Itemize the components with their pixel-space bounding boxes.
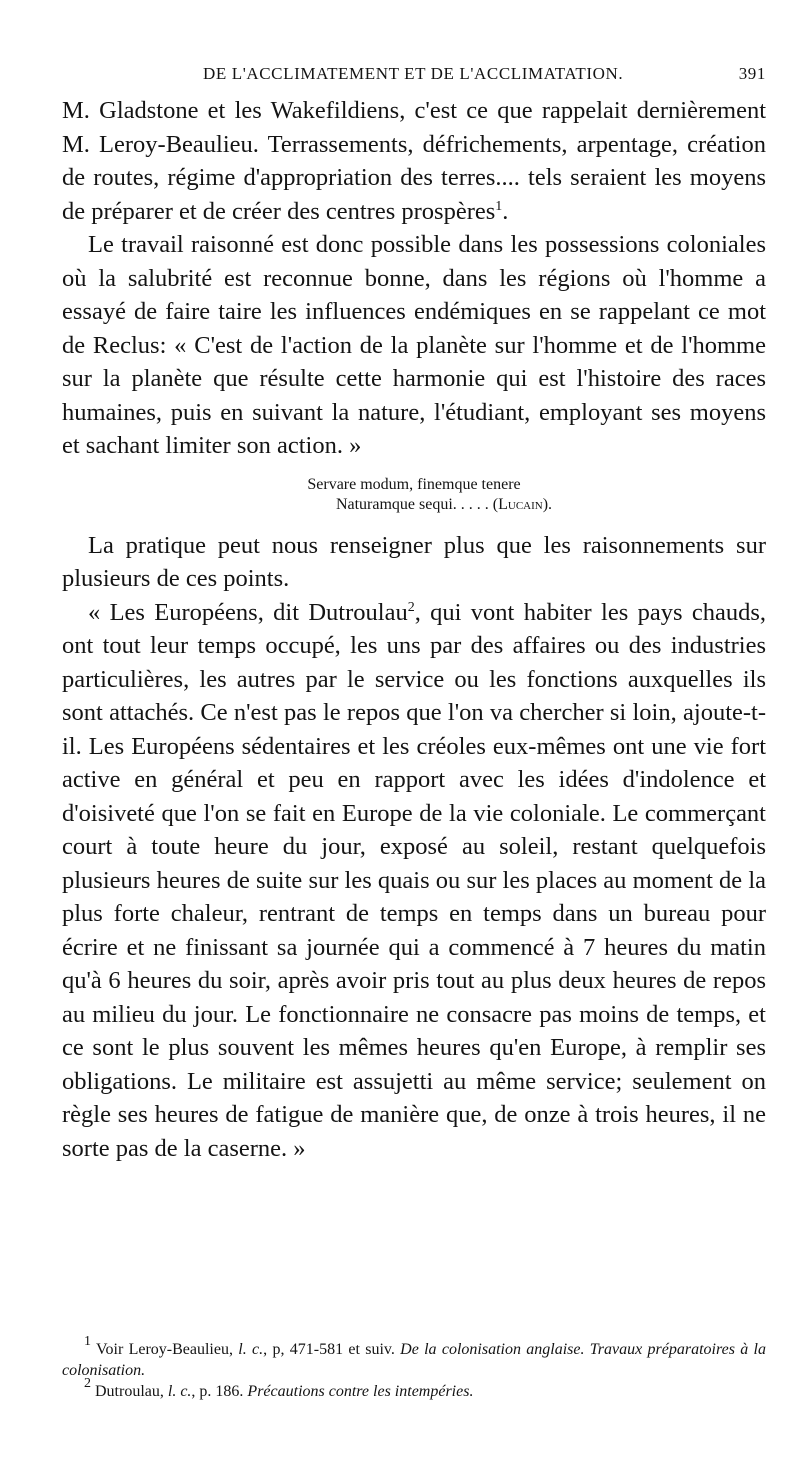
footnote-mark-1: 1 [84,1334,91,1349]
footnote-1-title: De la colonisation anglaise. Travaux préparatoires à la colonisation. [62,1341,766,1379]
page-number: 391 [738,64,766,83]
latin-quotation [62,475,766,515]
footnote-1: $^1$ Voir Leroy-Beaulieu, l. c., p, 471-581 et suiv. De la colonisation anglaise. Travaux préparatoires à la colonisation. [62,1334,766,1379]
quote-line-2: Naturamque sequi. . . . . (Lucain). [335,495,553,513]
paragraph-4: « Les Européens, dit Dutroulau$^2$, qui vont habiter les pays chauds, ont tout leur temps occupé, les uns par des affaires ou des industries particulières, les autres par le service ou les fonctions auxquelles ils sont attachés. Ce n'est pas le repos que l'on va chercher si loin, ajoute-t-il. Les Européens sédentaires et les créoles eux-mêmes ont une vie fort active en général et peu en rapport avec les idées d'indolence et d'oisiveté que l'on se fait en Europe de la vie coloniale. Le commerçant court à toute heure du jour, exposé au soleil, restant quelquefois plusieurs heures de suite sur les quais ou sur les places au moment de la plus forte chaleur, rentrant de temps en temps dans un bureau pour écrire et ne finissant sa journée qui a commencé à 7 heures du matin qu'à 6 heures du soir, après avoir pris tout au plus deux heures de repos au milieu du jour. Le fonctionnaire ne consacre pas moins de temps, et ce sont le plus souvent les mêmes heures qu'en Europe, à remplir ses obligations. Le militaire est assujetti au même service; seulement on règle ses heures de fatigue de manière que, de onze à trois heures, il ne sorte pas de la caserne. » [62,598,766,1162]
footnote-2: $^2$ Dutroulau, l. c., p. 186. Précautions contre les intempéries. [84,1376,474,1400]
running-title: DE L'ACCLIMATEMENT ET DE L'ACCLIMATATION. [203,64,624,83]
footnote-ref-1[interactable]: 1 [495,198,503,214]
footnote-2-title: Précautions contre les intempéries. [247,1383,474,1400]
paragraph-2: Le travail raisonné est donc possible dans les possessions coloniales où la salubrité est reconnue bonne, dans les régions où l'homme a essayé de faire taire les influences endémiques en se rappelant ce mot de Reclus: « C'est de l'action de la planète sur l'homme et de l'homme sur la planète que résulte cette harmonie qui est l'histoire des races humaines, puis en suivant la nature, l'étudiant, employant ses moyens et sachant limiter son action. » [62,231,766,459]
paragraph-3: La pratique peut nous renseigner plus que les raisonnements sur plusieurs de ces points. [62,531,766,592]
quote-author: (Lucain). [492,495,553,513]
quote-line-1: Servare modum, finemque tenere [307,475,521,493]
footnotes [62,1334,766,1402]
running-header [58,62,766,92]
paragraph-1: M. Gladstone et les Wakefildiens, c'est ce que rappelait dernièrement M. Leroy-Beaulieu. Terrassements, défrichements, arpentage, création de routes, régime d'appropriation des terres.... tels seraient les moyens de préparer et de créer des centres prospères$^1$. [62,97,766,225]
footnote-mark-2: 2 [84,1376,91,1391]
footnote-ref-2[interactable]: 2 [407,599,415,615]
body-text [62,94,766,1165]
